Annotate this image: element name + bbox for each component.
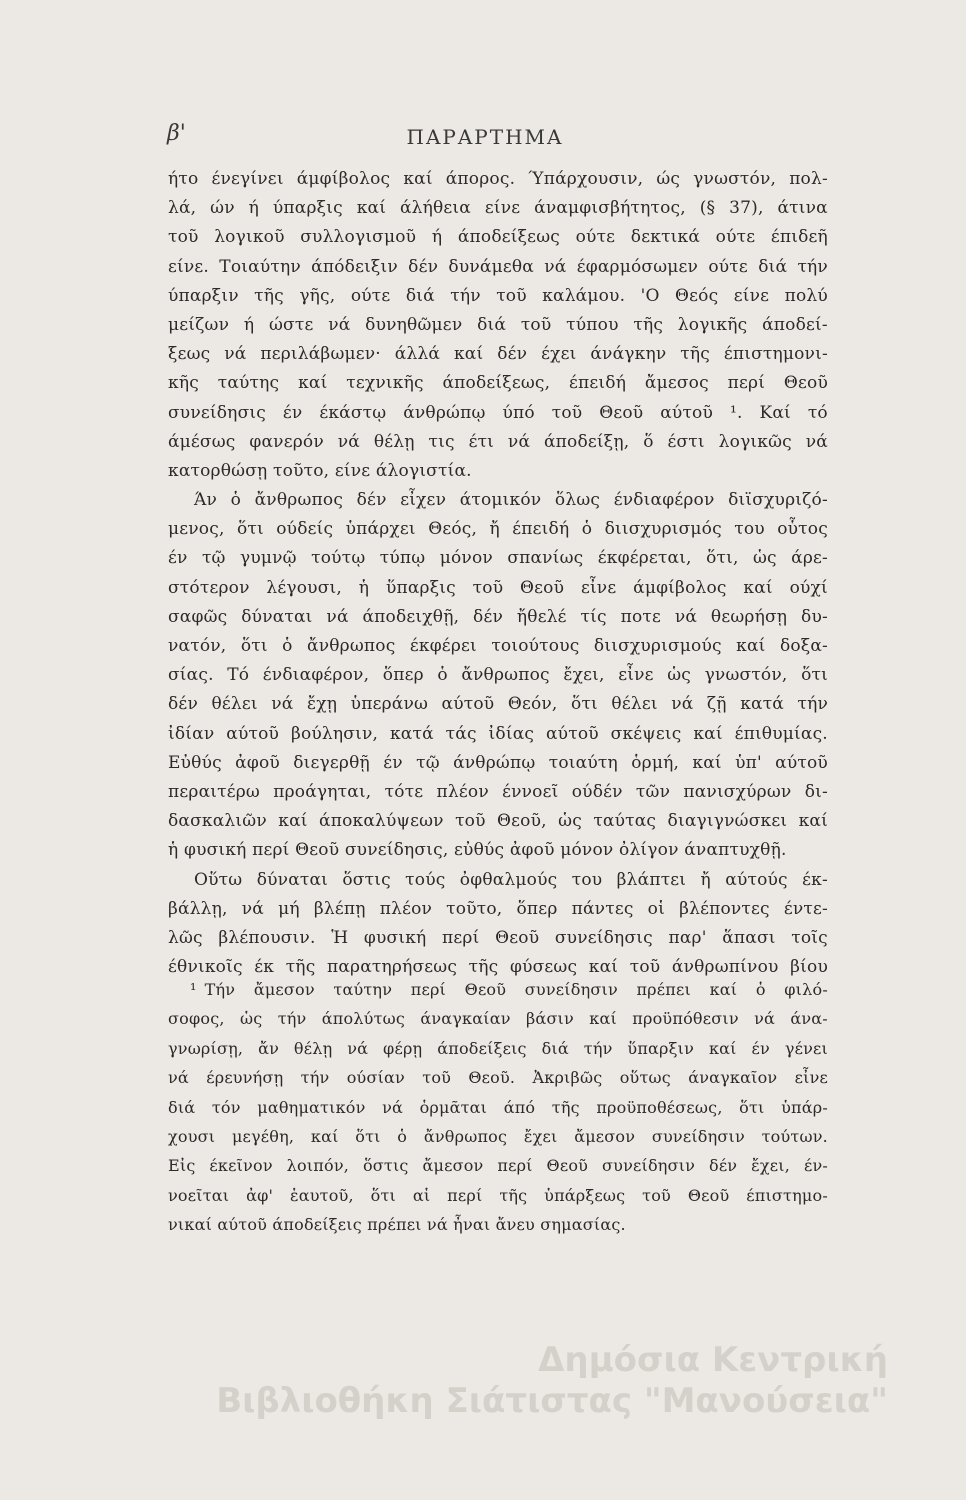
text-line: σαφῶς δύναται νά άποδειχθῇ, δέν ἤθελέ τίς ποτε νά θεωρήσῃ δυ- — [168, 606, 828, 627]
watermark-line-1: Δημόσια Κεντρική — [538, 1340, 888, 1380]
footnote-line: νικαί αύτοῦ άποδείξεις πρέπει νά ἦναι ἄνευ σημασίας. — [168, 1215, 626, 1235]
text-line: Άν ὁ ἄνθρωπος δέν εἶχεν άτομικόν ὅλως ένδιαφέρον διϊσχυριζό- — [194, 490, 828, 511]
text-line: Εὐθύς ἀφοῦ διεγερθῇ έν τῷ άνθρώπῳ τοιαύτη ὁρμή, καί ὑπ' αύτοῦ — [168, 752, 828, 773]
text-line: μείζων ή ώστε νά δυνηθῶμεν διά τοῦ τύπου τῆς λογικῆς άποδεί- — [168, 314, 828, 335]
text-line: ἰδίαν αύτοῦ βούλησιν, κατά τάς ἰδίας αύτοῦ σκέψεις καί έπιθυμίας. — [168, 723, 828, 744]
text-line: δασκαλιῶν καί άποκαλύψεων τοῦ Θεοῦ, ὡς ταύτας διαγιγνώσκει καί — [168, 811, 828, 832]
footnote-line: Εἰς έκεῖνον λοιπόν, ὅστις ἄμεσον περί Θεοῦ συνείδησιν δέν ἔχει, έν- — [168, 1156, 828, 1176]
text-line: βάλλῃ, νά μή βλέπῃ πλέον τοῦτο, ὅπερ πάντες οἱ βλέποντες έντε- — [168, 898, 828, 919]
text-line: μενος, ὅτι ούδείς ὑπάρχει Θεός, ἤ έπειδή ὁ διισχυρισμός του οὗτος — [168, 519, 828, 540]
footnote-line: νά έρευνήσῃ τήν ούσίαν τοῦ Θεοῦ. Ἀκριβῶς οὕτως άναγκαῖον εἶνε — [168, 1068, 828, 1088]
page-number: β' — [167, 121, 186, 146]
footnote-line-text: Τήν ἄμεσον ταύτην περί Θεοῦ συνείδησιν πρέπει καί ὁ φιλό- — [204, 980, 828, 999]
text-line: έθνικοῖς έκ τῆς παρατηρήσεως τῆς φύσεως καί τοῦ άνθρωπίνου βίου — [168, 957, 828, 978]
footnote-line: σοφος, ὡς τήν άπολύτως άναγκαίαν βάσιν καί προϋπόθεσιν νά άνα- — [168, 1009, 828, 1029]
text-line: είνε. Τοιαύτην άπόδειξιν δέν δυνάμεθα νά έφαρμόσωμεν ούτε διά τήν — [168, 256, 828, 277]
text-line: ύπαρξιν τῆς γῆς, ούτε διά τήν τοῦ καλάμου. 'Ο Θεός είνε πολύ — [168, 285, 828, 306]
text-line: τοῦ λογικοῦ συλλογισμοῦ ή άποδείξεως ούτε δεκτικά ούτε έπιδεῆ — [168, 227, 828, 248]
footnote-line — [168, 975, 828, 1004]
text-line: στότερον λέγουσι, ἡ ὕπαρξις τοῦ Θεοῦ εἶνε άμφίβολος καί ούχί — [168, 577, 828, 598]
footnote-line: διά τόν μαθηματικόν νά ὁρμᾶται άπό τῆς προϋποθέσεως, ὅτι ὑπάρ- — [168, 1097, 828, 1117]
footnote-line: νοεῖται ἀφ' ἑαυτοῦ, ὅτι αἱ περί τῆς ὑπάρξεως τοῦ Θεοῦ έπιστημο- — [168, 1185, 828, 1205]
text-line: περαιτέρω προάγηται, τότε πλέον έννοεῖ ούδέν τῶν πανισχύρων δι- — [168, 781, 828, 802]
text-line: κατορθώσῃ τοῦτο, είνε άλογιστία. — [168, 460, 472, 481]
text-line: δέν θέλει νά ἔχῃ ὑπεράνω αύτοῦ Θεόν, ὅτι θέλει νά ζῇ κατά τήν — [168, 694, 828, 715]
running-title: ΠΑΡΑΡΤΗΜΑ — [406, 125, 564, 149]
text-line: ἡ φυσική περί Θεοῦ συνείδησις, εὐθύς ἀφοῦ μόνον ὀλίγον άναπτυχθῇ. — [168, 840, 787, 861]
footnote-line: γνωρίσῃ, ἄν θέλῃ νά φέρῃ άποδείξεις διά τήν ὕπαρξιν καί έν γένει — [168, 1038, 828, 1058]
footnote-line: χουσι μεγέθη, καί ὅτι ὁ ἄνθρωπος ἔχει ἄμεσον συνείδησιν τούτων. — [168, 1126, 828, 1146]
text-line: ξεως νά περιλάβωμεν· άλλά καί δέν έχει άνάγκην τῆς έπιστημονι- — [168, 344, 828, 365]
text-line: κῆς ταύτης καί τεχνικῆς άποδείξεως, έπειδή ἄμεσος περί Θεοῦ — [168, 373, 828, 394]
text-line: άμέσως φανερόν νά θέλῃ τις έτι νά άποδείξῃ, ὅ έστι λογικῶς νά — [168, 431, 828, 452]
text-line: σίας. Τό ένδιαφέρον, ὅπερ ὁ ἄνθρωπος ἔχει, εἶνε ὡς γνωστόν, ὅτι — [168, 665, 828, 686]
watermark-line-2: Βιβλιοθήκη Σιάτιστας "Μανούσεια" — [216, 1380, 888, 1421]
text-line: νατόν, ὅτι ὁ ἄνθρωπος έκφέρει τοιούτους διισχυρισμούς καί δοξα- — [168, 636, 828, 656]
text-line: ήτο ένεγίνει άμφίβολος καί άπορος. Ύπάρχουσιν, ώς γνωστόν, πολ- — [168, 169, 828, 189]
main-text — [168, 165, 828, 982]
text-line: Οὕτω δύναται ὅστις τούς ὀφθαλμούς του βλάπτει ἤ αύτούς έκ- — [194, 869, 828, 890]
library-watermark — [216, 1340, 888, 1422]
footnote — [168, 975, 828, 1240]
text-line: λῶς βλέπουσιν. Ἡ φυσική περί Θεοῦ συνείδησις παρ' ἅπασι τοῖς — [168, 927, 828, 948]
footnote-marker: ¹ — [190, 980, 197, 999]
text-line: έν τῷ γυμνῷ τούτῳ τύπῳ μόνον σπανίως έκφέρεται, ὅτι, ὡς άρε- — [168, 548, 828, 569]
text-line: λά, ών ή ύπαρξις καί άλήθεια είνε άναμφισβήτητος, (§ 37), άτινα — [168, 198, 828, 219]
text-line: συνείδησις έν έκάστῳ άνθρώπῳ ύπό τοῦ Θεοῦ αύτοῦ ¹. Καί τό — [168, 402, 828, 423]
